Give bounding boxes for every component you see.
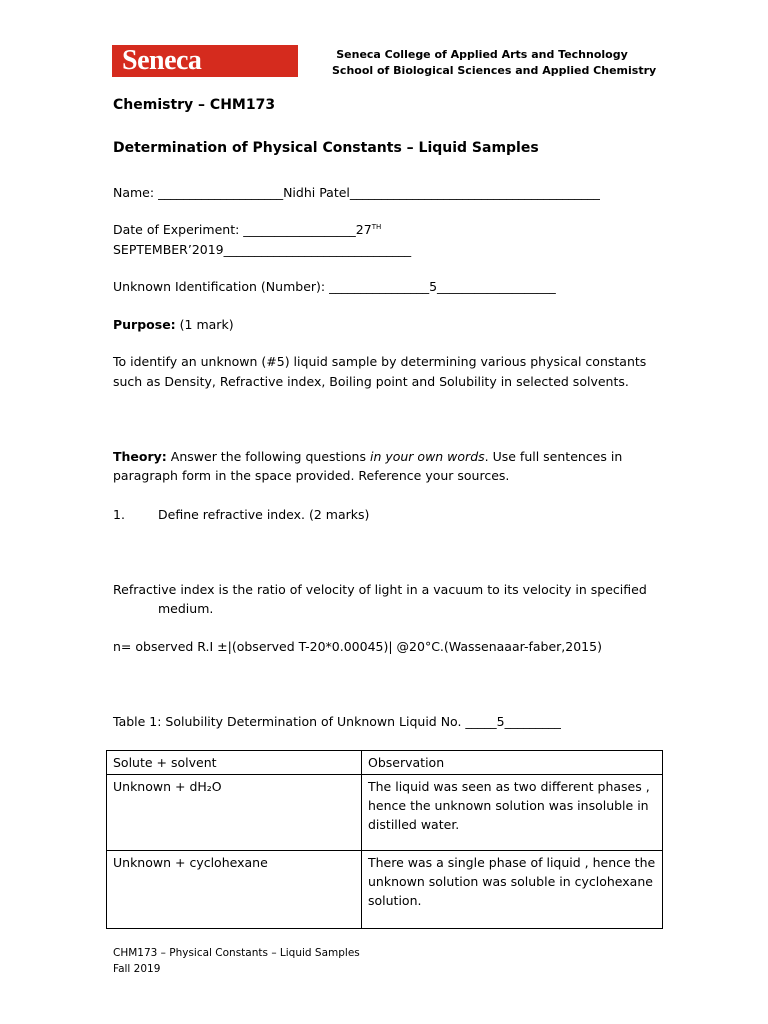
- table-cell-solute: Unknown + dH₂O: [107, 775, 362, 851]
- table-row: [107, 851, 663, 929]
- refractive-formula: n= observed R.I ±|(observed T-20*0.00045)| @20°C.(Wassenaaar-faber,2015): [113, 639, 602, 654]
- unknown-id-row: [113, 279, 556, 295]
- theory-text-italic: in your own words: [369, 449, 485, 464]
- name-value: Nidhi Patel: [283, 185, 350, 200]
- footer-term: Fall 2019: [113, 963, 161, 975]
- question-1-text: Define refractive index. (2 marks): [158, 507, 370, 522]
- unknown-blank-post: ___________________: [437, 279, 556, 294]
- purpose-text-1: To identify an unknown (#5) liquid sample by determining various physical constants: [113, 354, 647, 369]
- table-header-row: [107, 751, 663, 775]
- answer-1-line-1: Refractive index is the ratio of velocity of light in a vacuum to its velocity in specified: [113, 582, 647, 597]
- theory-text-b: . Use full sentences in: [484, 449, 623, 464]
- purpose-heading: [113, 317, 234, 333]
- purpose-label: Purpose:: [113, 317, 176, 332]
- purpose-marks: (1 mark): [179, 317, 234, 332]
- table-cell-observation: There was a single phase of liquid , hence the unknown solution was soluble in cyclohexane solution.: [362, 851, 663, 929]
- theory-text-a: Answer the following questions: [170, 449, 366, 464]
- answer-1-line-2: medium.: [158, 601, 214, 616]
- table-row: [107, 775, 663, 851]
- table-1-caption: Table 1: Solubility Determination of Unknown Liquid No. _____5_________: [113, 714, 561, 729]
- date-row-2: [113, 242, 411, 258]
- theory-intro: [113, 449, 622, 465]
- date-row: [113, 222, 381, 238]
- solubility-table: [106, 750, 663, 929]
- purpose-text-2: such as Density, Refractive index, Boiling point and Solubility in selected solvents.: [113, 374, 629, 389]
- unknown-id-label: Unknown Identification (Number):: [113, 279, 326, 294]
- school-name: School of Biological Sciences and Applied Chemistry: [332, 64, 657, 77]
- table-header-observation: Observation: [362, 751, 663, 775]
- table-cell-solute: Unknown + cyclohexane: [107, 851, 362, 929]
- lab-title: Determination of Physical Constants – Liquid Samples: [113, 140, 539, 156]
- date-month-year: SEPTEMBER’2019: [113, 242, 224, 257]
- seneca-logo: Seneca: [112, 45, 298, 77]
- table-header-solute: Solute + solvent: [107, 751, 362, 775]
- unknown-blank-pre: ________________: [329, 279, 430, 294]
- name-blank-post: ________________________________________: [349, 185, 600, 200]
- date-label: Date of Experiment:: [113, 222, 240, 237]
- table-cell-observation: The liquid was seen as two different phases , hence the unknown solution was insoluble in distilled water.: [362, 775, 663, 851]
- theory-label: Theory:: [113, 449, 167, 464]
- date-line2-blank: ______________________________: [223, 242, 412, 257]
- date-day: 27: [355, 222, 372, 237]
- footer-course: CHM173 – Physical Constants – Liquid Samples: [113, 947, 360, 959]
- course-title: Chemistry – CHM173: [113, 97, 276, 113]
- unknown-id-value: 5: [429, 279, 438, 294]
- date-blank: __________________: [243, 222, 356, 237]
- institution-name: Seneca College of Applied Arts and Technology: [336, 48, 628, 61]
- name-row: [113, 185, 600, 201]
- date-suffix: TH: [371, 222, 382, 231]
- name-blank-pre: ____________________: [158, 185, 284, 200]
- question-1-number: 1.: [113, 507, 125, 522]
- theory-text-2: paragraph form in the space provided. Reference your sources.: [113, 468, 510, 483]
- name-label: Name:: [113, 185, 155, 200]
